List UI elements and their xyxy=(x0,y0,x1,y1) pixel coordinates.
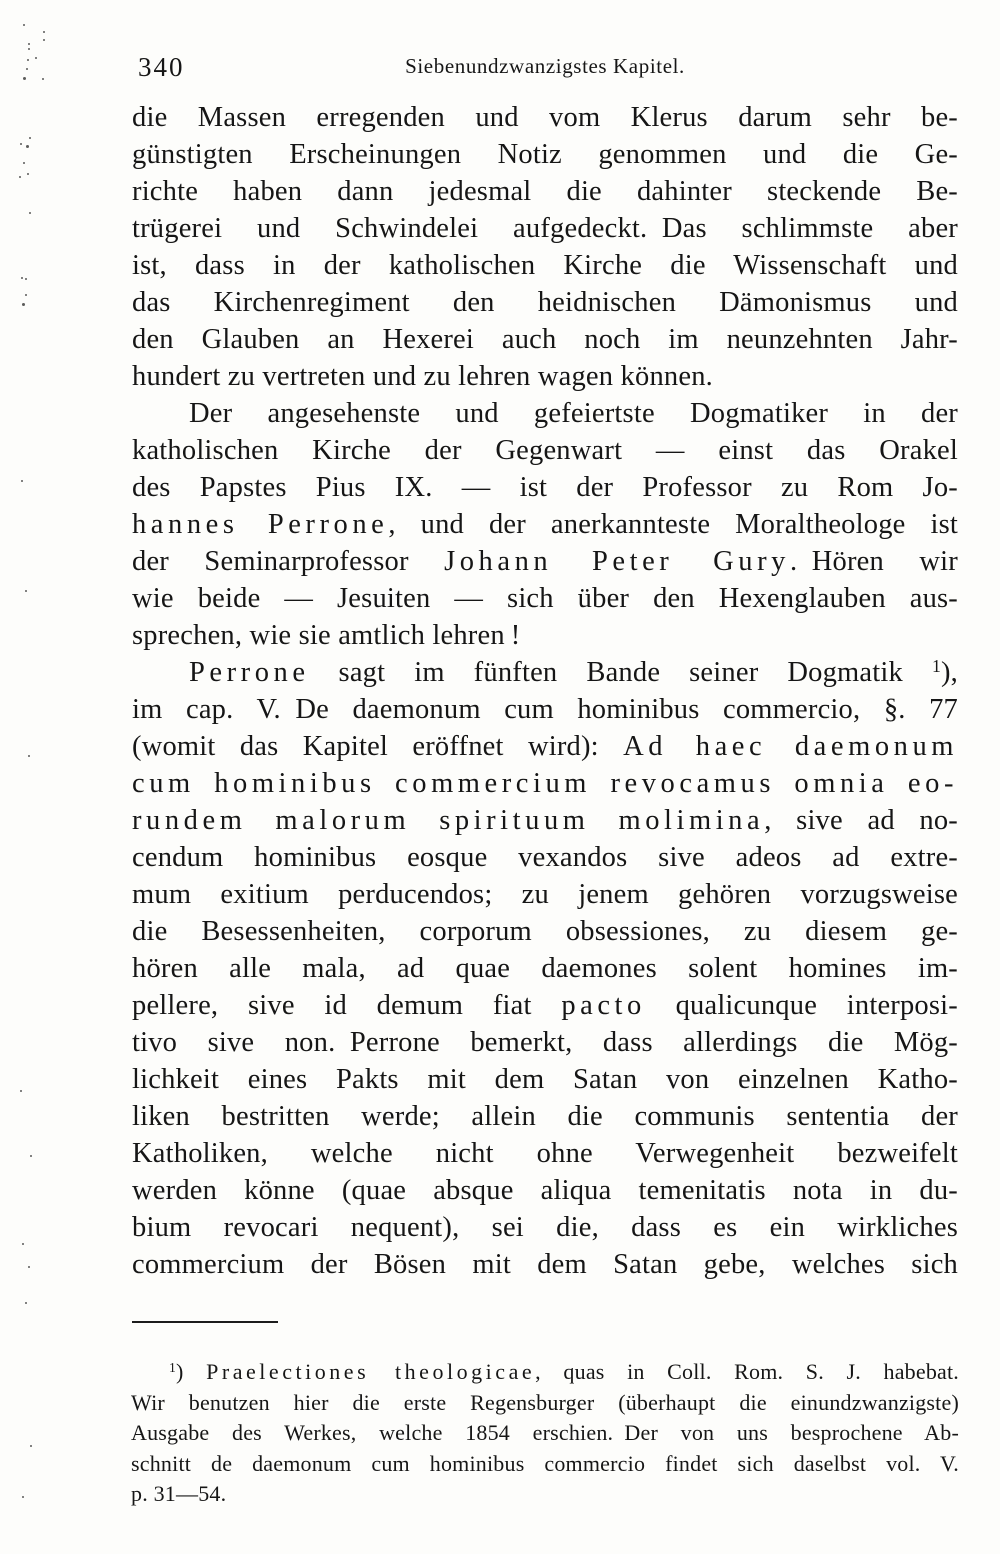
scan-artifact xyxy=(22,1496,24,1498)
text-line: Ausgabe des Werkes, welche 1854 erschien. Der von uns besprochene Ab- xyxy=(131,1420,959,1445)
scan-artifact xyxy=(30,1155,32,1157)
footnote-text xyxy=(131,1357,959,1510)
scan-artifact xyxy=(23,162,25,164)
text-line: hundert zu vertreten und zu lehren wagen können. xyxy=(132,361,713,392)
scan-artifact xyxy=(22,1243,24,1245)
text-line: hören alle mala, ad quae daemones solent homines im- xyxy=(132,953,958,984)
text-line: trügerei und Schwindelei aufgedeckt. Das schlimmste aber xyxy=(132,213,958,244)
scan-artifact xyxy=(25,278,27,280)
text-line: im cap. V. De daemonum cum hominibus commercio, §. 77 xyxy=(132,694,958,725)
text-line: Wir benutzen hier die erste Regensburger (überhaupt die einundzwanzigste) xyxy=(131,1389,959,1415)
scan-artifact xyxy=(25,590,27,592)
page-number: 340 xyxy=(138,52,185,82)
text-line: Perrone sagt im fünften Bande seiner Dogmatik $^1$), xyxy=(189,656,958,688)
text-line: cendum hominibus eosque vexandos sive adeos ad extre- xyxy=(132,842,958,873)
scan-artifact xyxy=(35,57,37,59)
text-line: die Massen erregenden und vom Klerus darum sehr be- xyxy=(132,102,958,133)
footnote-marker: 1 xyxy=(169,1360,177,1376)
text-line: günstigten Erscheinungen Notiz genommen und die Ge- xyxy=(132,139,958,170)
text-line: Katholiken, welche nicht ohne Verwegenheit bezweifelt xyxy=(132,1138,958,1169)
chapter-running-head: Siebenundzwanzigstes Kapitel. xyxy=(405,54,685,78)
text-line: Der angesehenste und gefeiertste Dogmatiker in der xyxy=(189,398,958,429)
text-line: rundem malorum spirituum molimina, sive ad no- xyxy=(132,805,958,836)
text-line: wie beide — Jesuiten — sich über den Hexenglauben aus- xyxy=(132,583,958,614)
scan-artifact xyxy=(23,24,25,26)
scan-artifact xyxy=(28,48,30,50)
text-line: den Glauben an Hexerei auch noch im neunzehnten Jahr- xyxy=(132,324,958,355)
text-line: der Seminarprofessor Johann Peter Gury. Hören wir xyxy=(132,546,958,577)
scan-artifact xyxy=(28,755,30,757)
text-line: $^1$) Praelectiones theologicae, quas in Coll. Rom. S. J. habebat. xyxy=(169,1359,959,1384)
scan-artifact xyxy=(26,68,28,70)
footnote-rule xyxy=(132,1321,278,1323)
body-text xyxy=(132,99,958,1283)
text-line: lichkeit eines Pakts mit dem Satan von einzelnen Katho- xyxy=(132,1064,958,1095)
text-line: pellere, sive id demum fiat pacto qualicunque interposi- xyxy=(132,990,958,1021)
scan-artifact xyxy=(43,31,45,33)
scan-artifact xyxy=(43,39,45,41)
text-line: liken bestritten werde; allein die communis sententia der xyxy=(132,1101,958,1132)
text-line: hannes Perrone, und der anerkannteste Moraltheologe ist xyxy=(132,509,958,540)
scan-artifact xyxy=(27,173,29,175)
text-line: werden könne (quae absque aliqua temenitatis nota in du- xyxy=(132,1175,958,1206)
scan-artifact xyxy=(30,1445,32,1447)
scan-artifact xyxy=(27,59,29,61)
scan-artifact xyxy=(28,1266,30,1268)
scan-artifact xyxy=(29,137,31,139)
scan-artifact xyxy=(21,480,23,482)
scan-artifact xyxy=(19,176,21,178)
scan-artifact xyxy=(21,277,23,279)
text-line: katholischen Kirche der Gegenwart — einst das Orakel xyxy=(132,435,958,466)
text-line: mum exitium perducendos; zu jenem gehören vorzugsweise xyxy=(132,879,958,910)
text-line: commercium der Bösen mit dem Satan gebe, welches sich xyxy=(132,1249,958,1280)
text-line: richte haben dann jedesmal die dahinter steckende Be- xyxy=(132,176,958,207)
scan-artifact xyxy=(28,43,30,45)
scan-artifact xyxy=(26,145,29,148)
text-line: das Kirchenregiment den heidnischen Dämonismus und xyxy=(132,287,958,318)
text-line: schnitt de daemonum cum hominibus commercio findet sich daselbst vol. V. xyxy=(131,1450,959,1476)
text-line: (womit das Kapitel eröffnet wird): Ad haec daemonum xyxy=(132,731,958,762)
scan-artifact xyxy=(25,1302,27,1304)
text-line: tivo sive non. Perrone bemerkt, dass allerdings die Mög- xyxy=(132,1027,958,1058)
text-line: p. 31—54. xyxy=(131,1481,227,1506)
scan-artifact xyxy=(20,143,22,145)
scan-artifact xyxy=(22,303,25,306)
text-line: ist, dass in der katholischen Kirche die Wissenschaft und xyxy=(132,250,958,281)
scan-artifact xyxy=(20,1090,22,1092)
text-line: des Papstes Pius IX. — ist der Professor zu Rom Jo- xyxy=(132,472,958,503)
scan-artifact xyxy=(25,294,27,296)
scan-artifact xyxy=(23,77,26,80)
text-line: bium revocari nequent), sei die, dass es ein wirkliches xyxy=(132,1212,958,1243)
footnote-marker: 1 xyxy=(931,656,941,677)
text-line: die Besessenheiten, corporum obsessiones, zu diesem ge- xyxy=(132,916,958,947)
text-line: cum hominibus commercium revocamus omnia eo- xyxy=(132,768,958,799)
text-line: sprechen, wie sie amtlich lehren ! xyxy=(132,620,521,651)
scan-artifact xyxy=(29,212,31,214)
scan-artifact xyxy=(42,78,44,80)
